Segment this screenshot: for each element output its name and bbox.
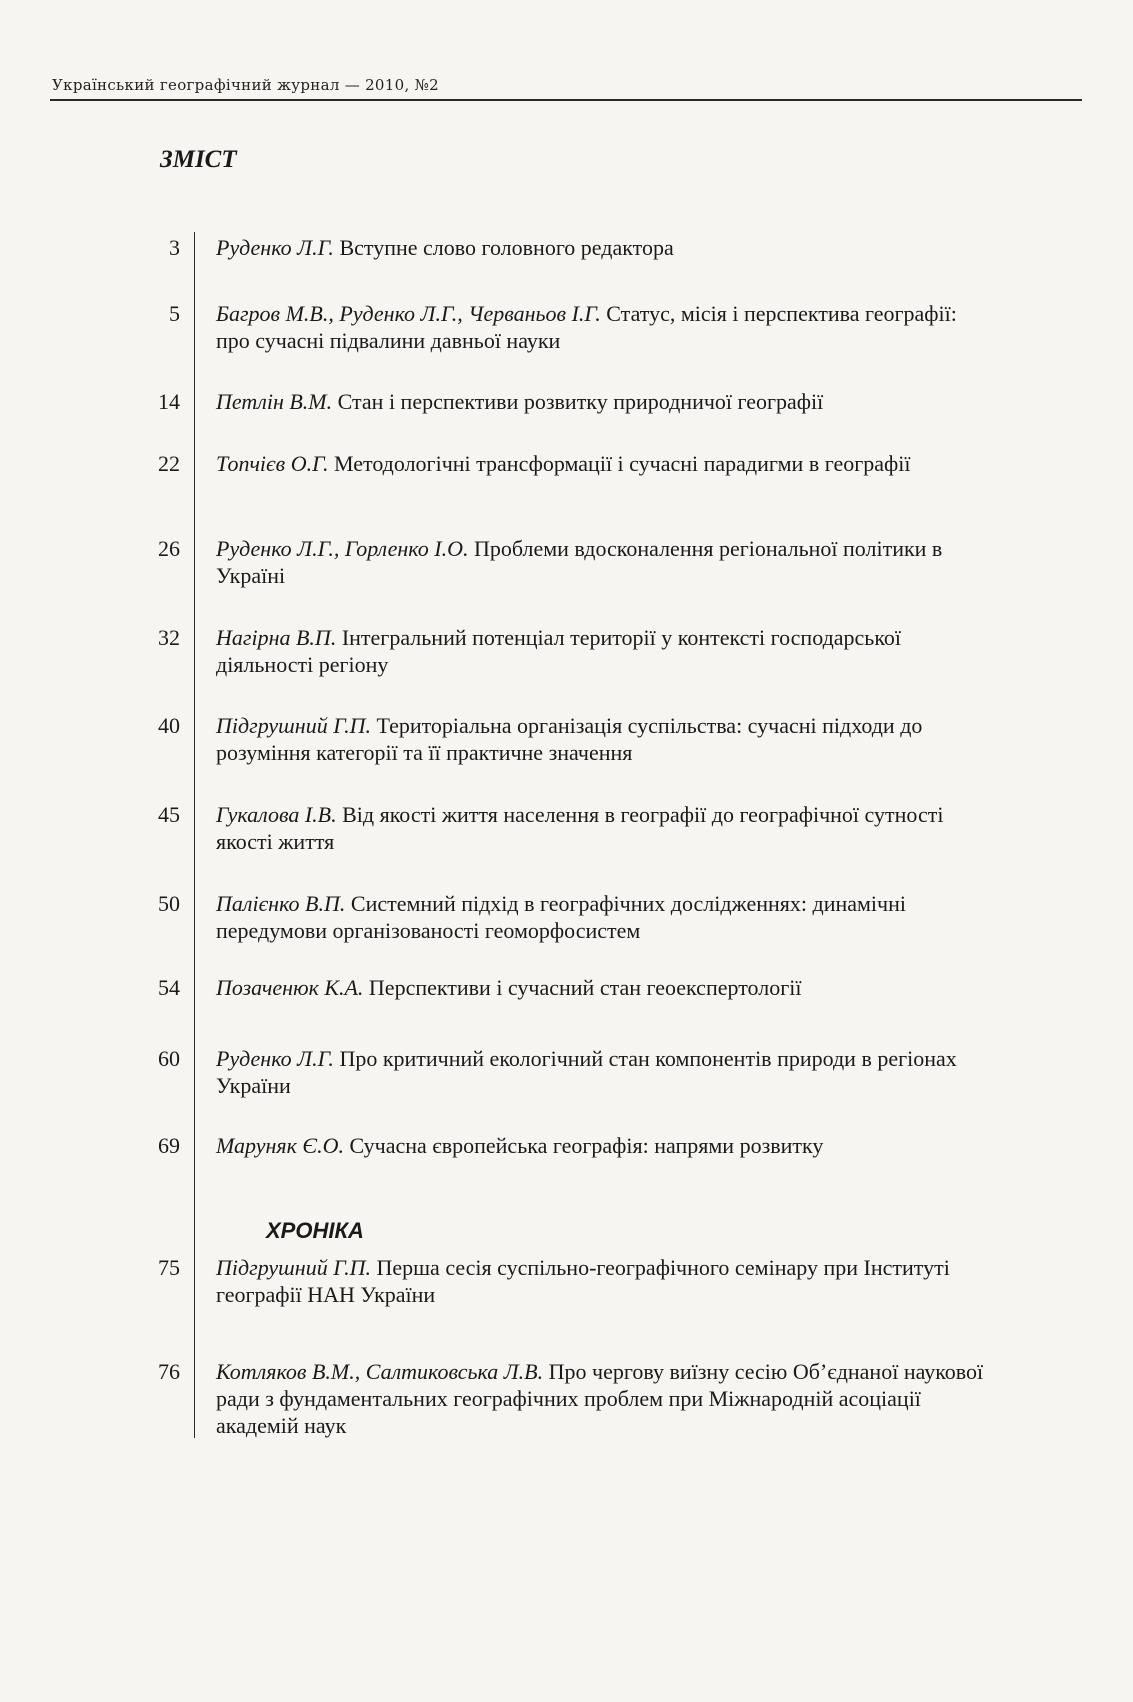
toc-entry-text bbox=[216, 624, 996, 678]
toc-entry-text bbox=[216, 1132, 996, 1159]
toc-authors: Руденко Л.Г. bbox=[216, 235, 334, 260]
toc-authors: Руденко Л.Г., Горленко І.О. bbox=[216, 536, 469, 561]
toc-title: Методологічні трансформації і сучасні парадигми в географії bbox=[333, 451, 911, 476]
toc-entry-text bbox=[216, 712, 996, 766]
toc-title: Проблеми вдосконалення регіональної політики в Україні bbox=[216, 536, 943, 588]
toc-page-number: 60 bbox=[158, 1046, 180, 1071]
toc-title: Перспективи і сучасний стан геоекспертології bbox=[368, 975, 802, 1000]
toc-authors: Маруняк Є.О. bbox=[216, 1133, 345, 1158]
toc-page-number: 3 bbox=[169, 235, 180, 260]
toc-page-number: 76 bbox=[158, 1359, 180, 1384]
toc-authors: Гукалова І.В. bbox=[216, 802, 337, 827]
toc-page-number: 45 bbox=[158, 802, 180, 827]
toc-page-number: 26 bbox=[158, 536, 180, 561]
toc-authors: Котляков В.М., Салтиковська Л.В. bbox=[216, 1359, 544, 1384]
toc-entry-text bbox=[216, 300, 996, 354]
toc-entry-text bbox=[216, 1045, 996, 1099]
toc-title: Системний підхід в географічних дослідженнях: динамічні передумови організованості геоморфосистем bbox=[216, 891, 906, 943]
toc-entry-text bbox=[216, 890, 996, 944]
toc-entry-text bbox=[216, 234, 996, 261]
toc-entry-text bbox=[216, 535, 996, 589]
toc-entry-text bbox=[216, 450, 996, 477]
toc-authors: Топчієв О.Г. bbox=[216, 451, 329, 476]
toc-authors: Палієнко В.П. bbox=[216, 891, 346, 916]
toc-title: Територіальна організація суспільства: сучасні підходи до розуміння категорії та її практичне значення bbox=[216, 713, 923, 765]
toc-authors: Підгрушний Г.П. bbox=[216, 713, 371, 738]
contents-title: ЗМІСТ bbox=[160, 146, 237, 173]
toc-title: Перша сесія суспільно-географічного семінару при Інституті географії НАН України bbox=[216, 1255, 950, 1307]
toc-page-number: 40 bbox=[158, 713, 180, 738]
toc-authors: Підгрушний Г.П. bbox=[216, 1255, 371, 1280]
toc-title: Від якості життя населення в географії до географічної сутності якості життя bbox=[216, 802, 944, 854]
toc-title: Про чергову виїзну сесію Об’єднаної наукової ради з фундаментальних географічних проблем при Міжнародній асоціації академій наук bbox=[216, 1359, 984, 1438]
toc-title: Інтегральний потенціал території у контексті господарської діяльності регіону bbox=[216, 625, 902, 677]
toc-page-number: 5 bbox=[169, 301, 180, 326]
toc-title: Статус, місія і перспектива географії: про сучасні підвалини давньої науки bbox=[216, 301, 957, 353]
toc-authors: Багров М.В., Руденко Л.Г., Черваньов І.Г. bbox=[216, 301, 601, 326]
toc-title: Стан і перспективи розвитку природничої географії bbox=[337, 389, 824, 414]
toc-authors: Руденко Л.Г. bbox=[216, 1046, 334, 1071]
toc-page-number: 69 bbox=[158, 1133, 180, 1158]
toc-title: Про критичний екологічний стан компонентів природи в регіонах України bbox=[216, 1046, 957, 1098]
toc-page-number: 32 bbox=[158, 625, 180, 650]
toc-entry-text bbox=[216, 1358, 996, 1439]
toc-vertical-rule bbox=[194, 232, 195, 1438]
toc-page-number: 54 bbox=[158, 975, 180, 1000]
toc-title: Вступне слово головного редактора bbox=[339, 235, 674, 260]
toc-page-number: 22 bbox=[158, 451, 180, 476]
toc-authors: Петлін В.М. bbox=[216, 389, 333, 414]
chronicle-title: ХРОНІКА bbox=[266, 1218, 364, 1243]
toc-authors: Нагірна В.П. bbox=[216, 625, 337, 650]
toc-entry-text bbox=[216, 974, 996, 1001]
header-rule bbox=[50, 99, 1082, 101]
toc-authors: Позаченюк К.А. bbox=[216, 975, 364, 1000]
running-header: Український географічний журнал — 2010, №2 bbox=[52, 76, 439, 94]
toc-page-number: 50 bbox=[158, 891, 180, 916]
toc-entry-text bbox=[216, 801, 996, 855]
toc-title: Сучасна європейська географія: напрями розвитку bbox=[349, 1133, 824, 1158]
toc-page-number: 14 bbox=[158, 389, 180, 414]
toc-entry-text bbox=[216, 388, 996, 415]
toc-entry-text bbox=[216, 1254, 996, 1308]
toc-page-number: 75 bbox=[158, 1255, 180, 1280]
